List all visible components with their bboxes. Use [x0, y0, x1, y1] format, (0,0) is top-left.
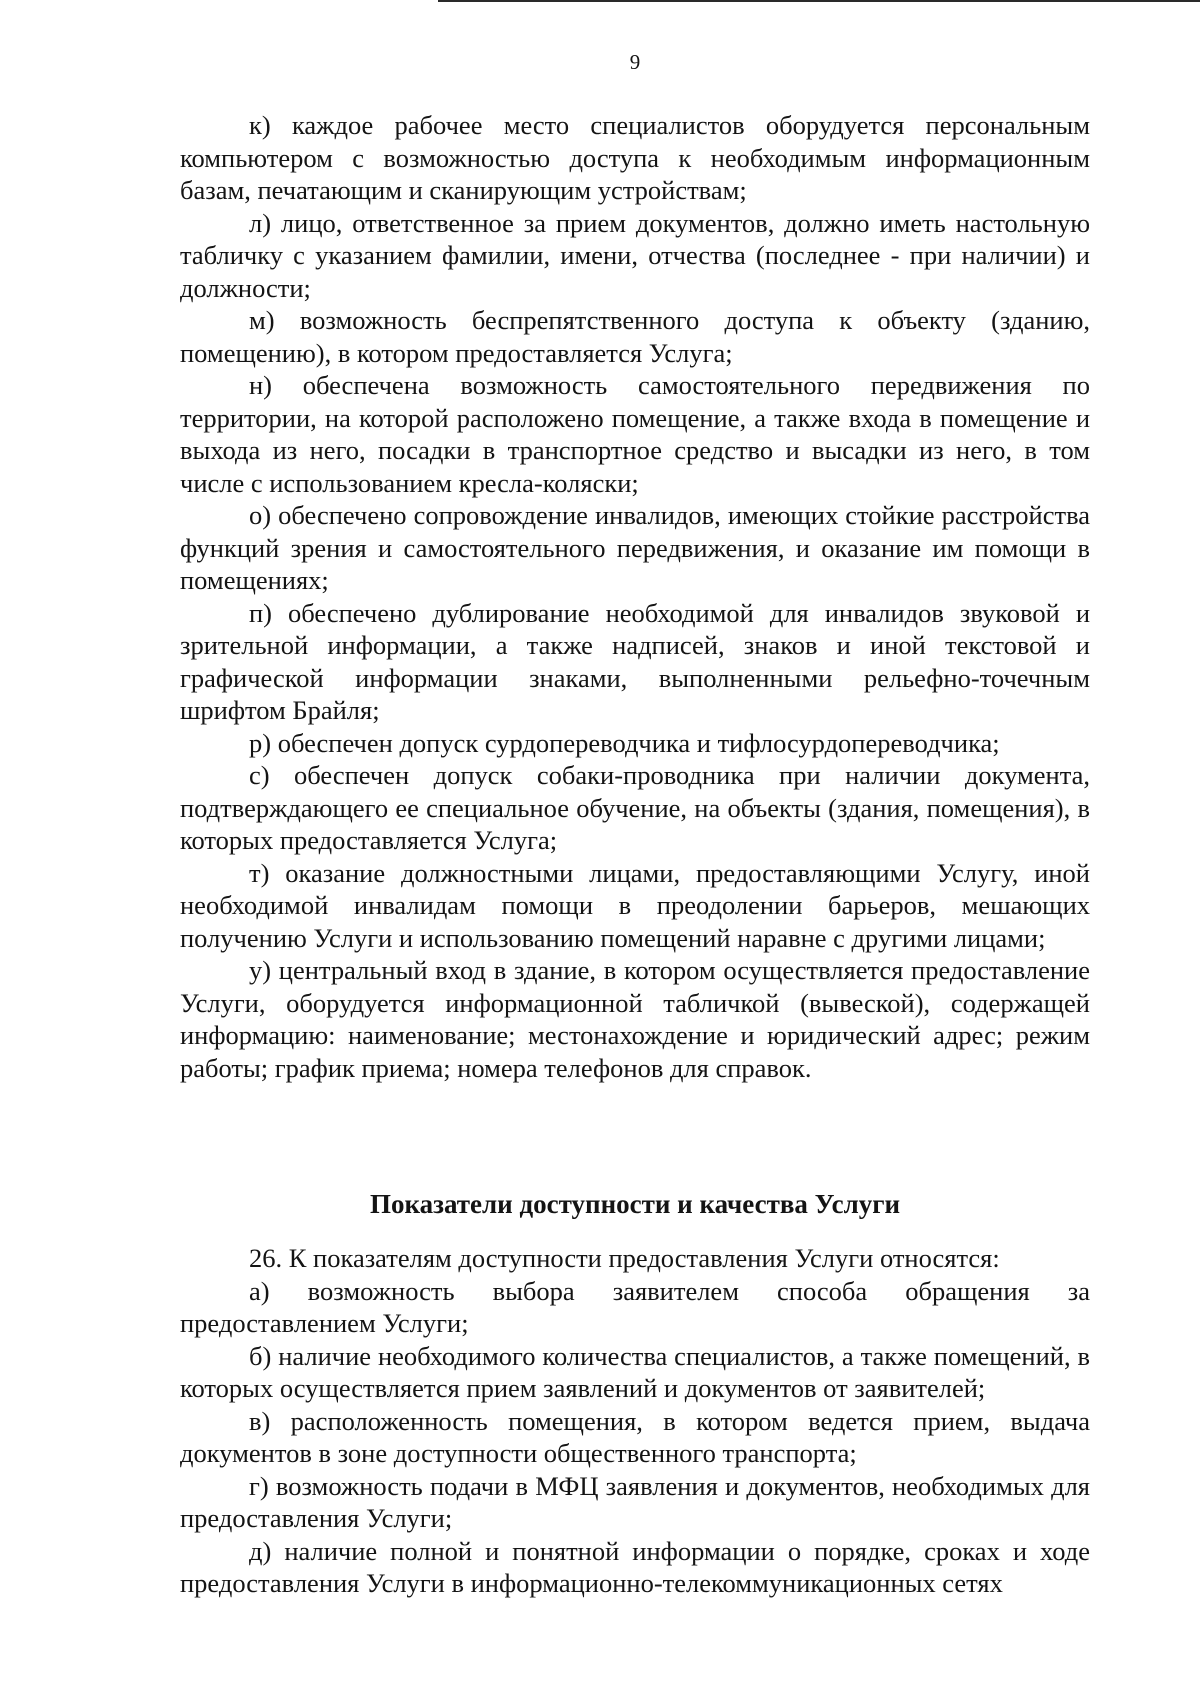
paragraph-g: г) возможность подачи в МФЦ заявления и документов, необходимых для предоставления Услуги; [180, 1470, 1090, 1533]
paragraph-l: л) лицо, ответственное за прием документов, должно иметь настольную табличку с указанием фамилии, имени, отчества (последнее - при наличии) и должности; [180, 207, 1090, 303]
paragraph-k: к) каждое рабочее место специалистов оборудуется персональным компьютером с возможностью доступа к необходимым информационным базам, печатающим и сканирующим устройствам; [180, 110, 1090, 205]
section-accessibility-indicators [180, 1242, 1090, 1600]
paragraph-r: р) обеспечен допуск сурдопереводчика и тифлосурдопереводчика; [249, 727, 1000, 758]
paragraph-d: д) наличие полной и понятной информации о порядке, сроках и ходе предоставления Услуги в информационно-телекоммуникационных сетях [180, 1535, 1090, 1598]
section-accessibility-requirements [180, 109, 1090, 1084]
paragraph-t: т) оказание должностными лицами, предоставляющими Услугу, иной необходимой инвалидам помощи в преодолении барьеров, мешающих получению Услуги и использованию помещений наравне с другими лицами; [180, 857, 1090, 953]
paragraph-v: в) расположенность помещения, в котором ведется прием, выдача документов в зоне доступности общественного транспорта; [180, 1405, 1090, 1468]
paragraph-m: м) возможность беспрепятственного доступа к объекту (зданию, помещению), в котором предоставляется Услуга; [180, 305, 1090, 368]
top-rule [438, 0, 1200, 2]
paragraph-26: 26. К показателям доступности предоставления Услуги относятся: [249, 1243, 1000, 1273]
paragraph-s: с) обеспечен допуск собаки-проводника при наличии документа, подтверждающего ее специальное обучение, на объекты (здания, помещения), в которых предоставляется Услуга; [180, 760, 1090, 855]
paragraph-p: п) обеспечено дублирование необходимой для инвалидов звуковой и зрительной информации, а также надписей, знаков и иной текстовой и графической информации знаками, выполненными рельефно-точечным шрифтом Брайля; [180, 597, 1090, 725]
paragraph-u: у) центральный вход в здание, в котором осуществляется предоставление Услуги, оборудуется информационной табличкой (вывеской), содержащей информацию: наименование; местонахождение и юридический адрес; режим работы; график приема; номера телефонов для справок. [180, 955, 1090, 1083]
page-number: 9 [629, 50, 641, 74]
paragraph-n: н) обеспечена возможность самостоятельного передвижения по территории, на которой расположено помещение, а также входа в помещение и выхода из него, посадки в транспортное средство и высадки из него, в том числе с использованием кресла-коляски; [180, 370, 1090, 498]
section-heading: Показатели доступности и качества Услуги [369, 1189, 901, 1219]
paragraph-b: б) наличие необходимого количества специалистов, а также помещений, в которых осуществляется прием заявлений и документов от заявителей; [180, 1340, 1090, 1403]
paragraph-a: а) возможность выбора заявителем способа обращения за предоставлением Услуги; [180, 1275, 1090, 1338]
paragraph-o: о) обеспечено сопровождение инвалидов, имеющих стойкие расстройства функций зрения и самостоятельного передвижения, и оказание им помощи в помещениях; [180, 500, 1090, 595]
